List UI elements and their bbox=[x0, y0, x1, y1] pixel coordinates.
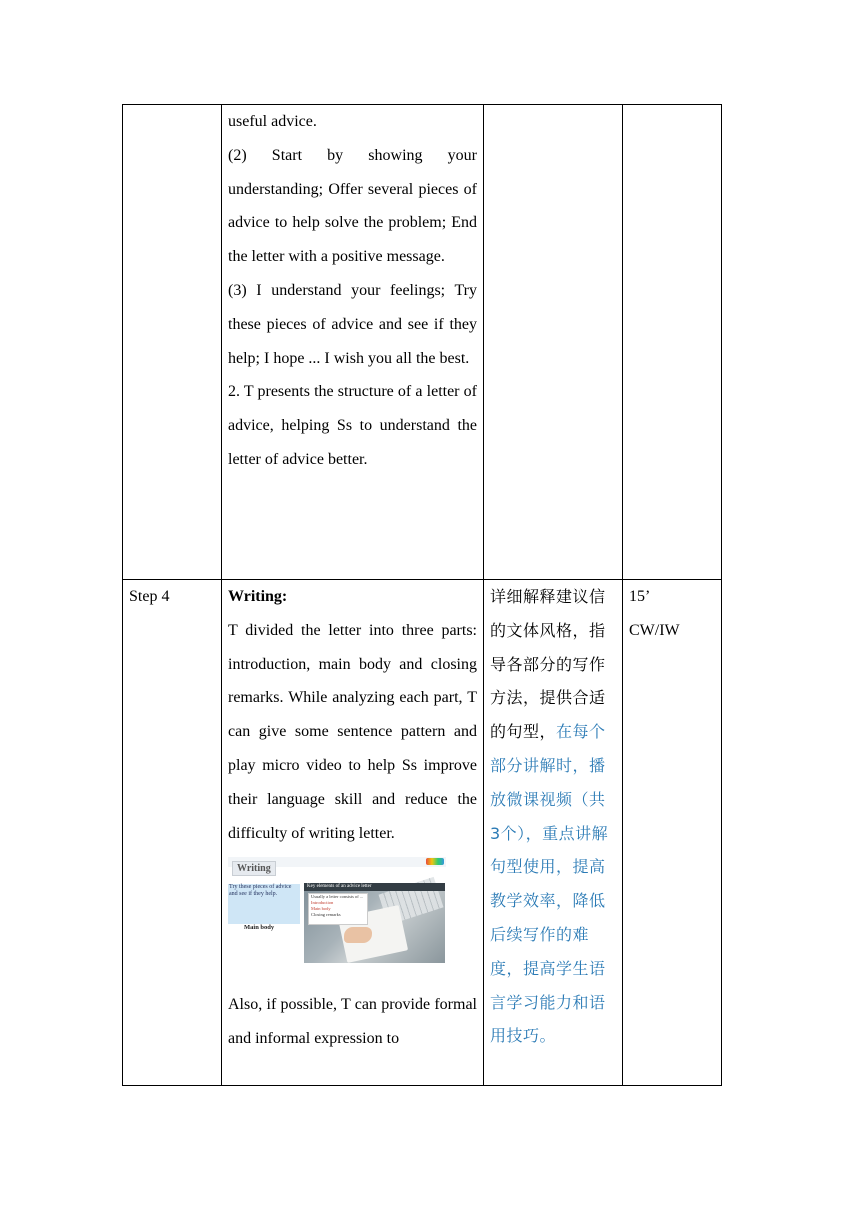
slide-panel-line: Usually a letter consists of ... bbox=[311, 894, 364, 900]
step-cell: Step 4 bbox=[123, 580, 222, 1086]
content-paragraph: Also, if possible, T can provide formal and informal expression to bbox=[228, 996, 477, 1048]
purpose-text: 详细解释建议信的文体风格，指导各部分的写作方法，提供合适的句型， bbox=[490, 587, 606, 742]
purpose-cell bbox=[484, 580, 623, 1086]
slide-panel-line: Closing remarks bbox=[311, 912, 341, 918]
content-paragraph: (3) I understand your feelings; Try these pieces of advice and see if they help; I hope ... I wish you all the best. bbox=[228, 281, 477, 367]
time-cell bbox=[623, 105, 722, 580]
time-value: 15’ bbox=[629, 588, 651, 605]
purpose-text-highlight: 在每个部分讲解时，播放微课视频（共3个），重点讲解句型使用，提高教学效率，降低后续写作的难度，提高学生语言学习能力和语用技巧。 bbox=[490, 722, 609, 1046]
hand-image bbox=[344, 927, 372, 943]
content-paragraph: 2. T presents the structure of a letter of advice, helping Ss to understand the letter of advice better. bbox=[228, 383, 477, 468]
slide-panel-line: Main body bbox=[311, 906, 331, 912]
slide-left-label: Main body bbox=[244, 924, 275, 932]
slide-panel-title: Key elements of an advice letter bbox=[307, 884, 372, 890]
slide-panel-line: Introduction bbox=[311, 900, 334, 906]
lesson-plan-table bbox=[122, 104, 722, 1086]
section-heading: Writing: bbox=[228, 588, 288, 605]
table-row bbox=[123, 105, 722, 580]
content-paragraph: useful advice. bbox=[228, 113, 317, 130]
content-paragraph: (2) Start by showing your understanding; Offer several pieces of advice to help solve the problem; End the letter with a positive message. bbox=[228, 146, 477, 266]
slide-left-text: Try these pieces of advice and see if they help. bbox=[229, 884, 292, 898]
organization-mode: CW/IW bbox=[629, 621, 680, 639]
table-row bbox=[123, 580, 722, 1086]
time-cell bbox=[623, 580, 722, 1086]
slide-panel-title-bar bbox=[304, 883, 445, 891]
content-paragraph: T divided the letter into three parts: introduction, main body and closing remarks. While analyzing each part, T can give some sentence pattern and play micro video to help Ss improve their language skill and reduce the difficulty of writing letter. bbox=[228, 621, 477, 842]
content-cell bbox=[222, 105, 484, 580]
slide-thumbnail bbox=[228, 857, 446, 964]
content-cell bbox=[222, 580, 484, 1086]
purpose-cell bbox=[484, 105, 623, 580]
step-cell bbox=[123, 105, 222, 580]
slide-logo-icon bbox=[426, 858, 444, 865]
slide-title: Writing bbox=[232, 861, 276, 876]
slide-panel-box bbox=[308, 893, 368, 925]
